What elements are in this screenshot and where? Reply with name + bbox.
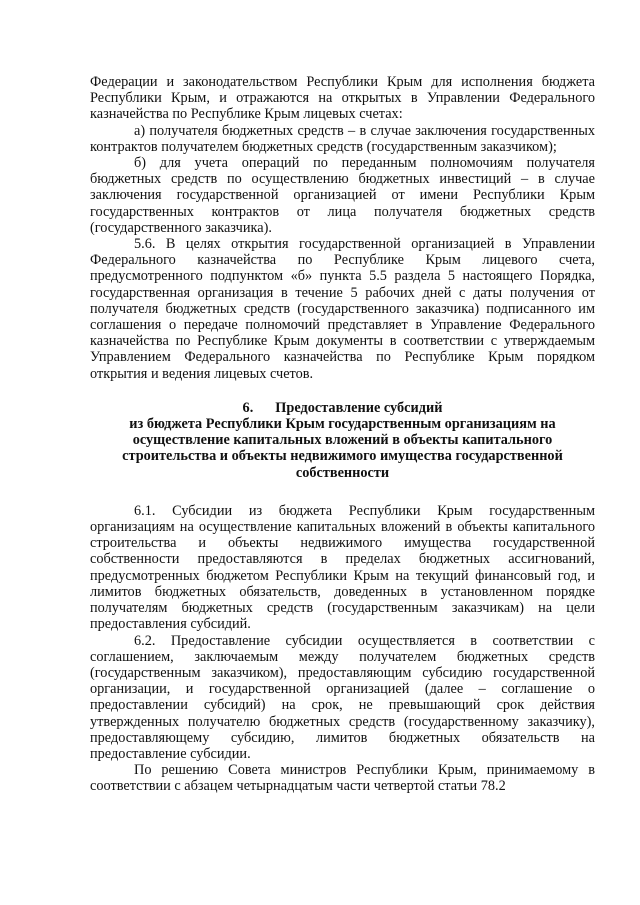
paragraph-item-b: б) для учета операций по переданным полномочиям получателя бюджетных средств по осуществлению бюджетных инвестиций – в случае заключения государственной организацией от имени Республики Крым государственных контрактов от лица получателя бюджетных средств (государственного заказчика). [90, 155, 595, 236]
spacer [90, 481, 595, 503]
paragraph-intro: Федерации и законодательством Республики Крым для исполнения бюджета Республики Крым, и отражаются на открытых в Управлении Федерального казначейства по Республике Крым лицевых счетах: [90, 74, 595, 123]
section-heading-title [90, 400, 595, 416]
section-title-line1: Предоставление субсидий [275, 399, 443, 416]
section-heading [90, 400, 595, 481]
document-page [90, 74, 595, 795]
paragraph-6-1: 6.1. Субсидии из бюджета Республики Крым государственным организациям на осуществление капитальных вложений в объекты капитального строительства и объекты недвижимого имущества государственной собственности предоставляются в пределах бюджетных ассигнований, предусмотренных бюджетом Республики Крым на текущий финансовый год, и лимитов бюджетных обязательств, доведенных в установленном порядке получателям бюджетных средств (государственным заказчикам) на цели предоставления субсидий. [90, 502, 595, 633]
paragraph-6-2: 6.2. Предоставление субсидии осуществляется в соответствии с соглашением, заключаемым между получателем бюджетных средств (государственным заказчиком), предоставляющим субсидию государственной организации, и государственной организацией (далее – соглашение о предоставлении субсидий) на срок, не превышающий срок действия утвержденных получателю бюджетных средств (государственному заказчику), предоставляющему субсидию, лимитов бюджетных обязательств на предоставление субсидии. [90, 632, 595, 762]
section-title-line2: из бюджета Республики Крым государственным организациям на осуществление капитальных вложений в объекты капитального строительства и объекты недвижимого имущества государственной собственности [122, 416, 563, 481]
paragraph-5-6: 5.6. В целях открытия государственной организацией в Управлении Федерального казначейства по Республике Крым лицевого счета, предусмотренного подпунктом «б» пункта 5.5 раздела 5 настоящего Порядка, государственная организация в течение 5 рабочих дней с даты получения от получателя бюджетных средств (государственного заказчика) подписанного им соглашения о передаче полномочий представляет в Управление Федерального казначейства по Республике Крым документы в соответствии с утверждаемым Управлением Федерального казначейства по Республике Крым порядком открытия и ведения лицевых счетов. [90, 236, 595, 382]
paragraph-council-decision: По решению Совета министров Республики Крым, принимаемому в соответствии с абзацем четырнадцатым части четвертой статьи 78.2 [90, 762, 595, 795]
paragraph-item-a: а) получателя бюджетных средств – в случае заключения государственных контрактов получателем бюджетных средств (государственным заказчиком); [90, 122, 595, 155]
section-number: 6. [242, 399, 254, 416]
